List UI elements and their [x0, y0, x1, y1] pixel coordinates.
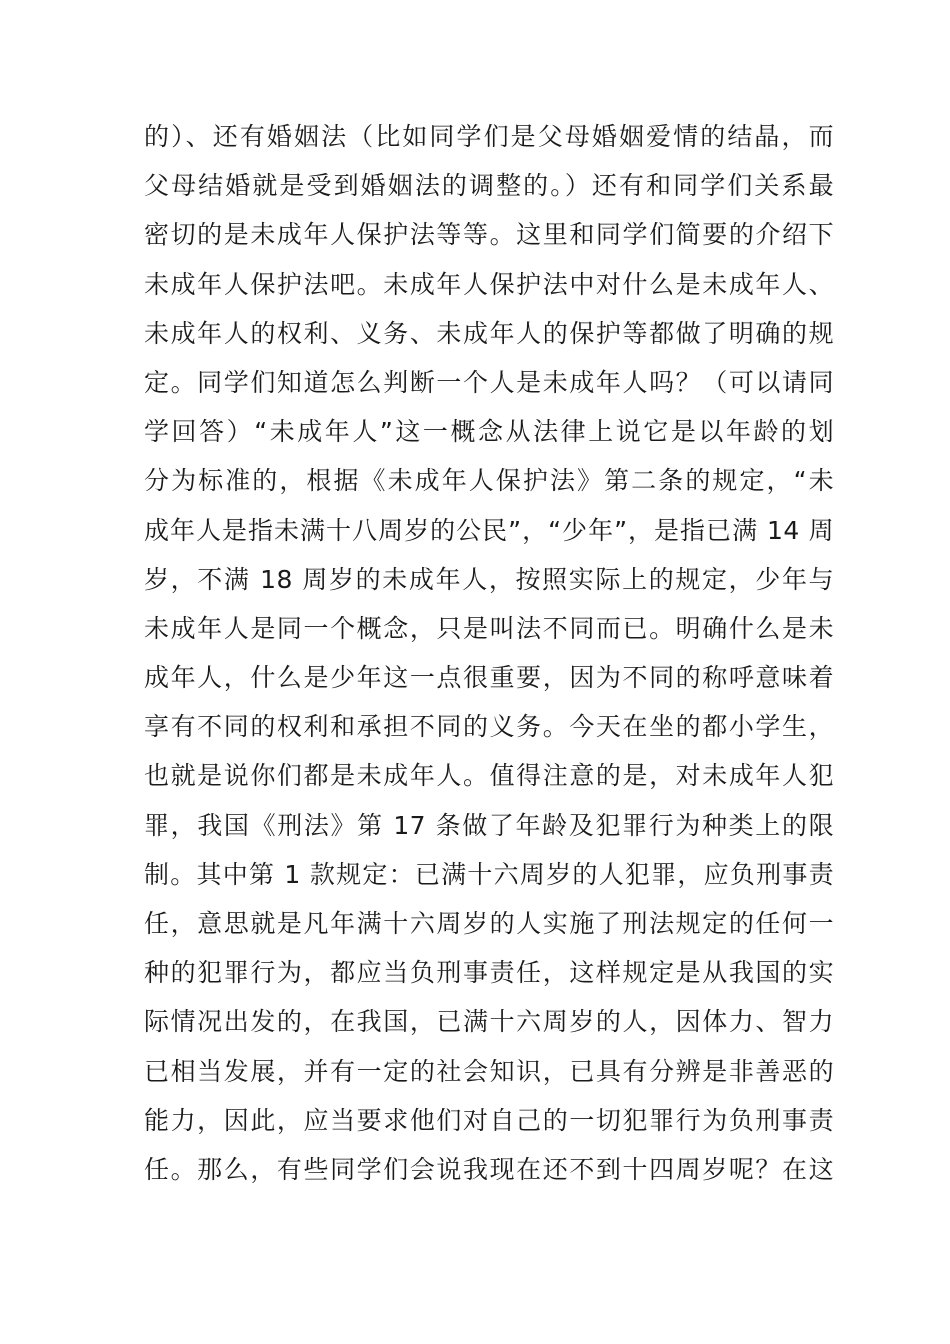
text-line: 也就是说你们都是未成年人。值得注意的是，对未成年人犯: [144, 761, 834, 791]
text-line: 定。同学们知道怎么判断一个人是未成年人吗？（可以请同: [144, 367, 834, 397]
body-text: [144, 112, 834, 1194]
text-line: 成年人，什么是少年这一点很重要，因为不同的称呼意味着: [144, 663, 834, 693]
text-line: 未成年人是同一个概念，只是叫法不同而已。明确什么是未: [144, 613, 834, 643]
text-line: 能力，因此，应当要求他们对自己的一切犯罪行为负刑事责: [144, 1105, 834, 1135]
text-line: 制。其中第 1 款规定：已满十六周岁的人犯罪，应负刑事责: [144, 859, 834, 889]
text-line: 分为标准的，根据《未成年人保护法》第二条的规定，“未: [144, 466, 834, 496]
text-line: 已相当发展，并有一定的社会知识，已具有分辨是非善恶的: [144, 1056, 834, 1086]
text-line: 父母结婚就是受到婚姻法的调整的。）还有和同学们关系最: [144, 171, 834, 201]
text-line: 学回答）“未成年人”这一概念从法律上说它是以年龄的划: [144, 417, 834, 447]
text-line: 密切的是未成年人保护法等等。这里和同学们简要的介绍下: [144, 220, 834, 250]
text-line: 成年人是指未满十八周岁的公民”，“少年”，是指已满 14 周: [144, 515, 834, 545]
text-line: 任，意思就是凡年满十六周岁的人实施了刑法规定的任何一: [144, 909, 834, 938]
text-line: 际情况出发的，在我国，已满十六周岁的人，因体力、智力: [144, 1007, 834, 1037]
text-line: 未成年人保护法吧。未成年人保护法中对什么是未成年人、: [144, 269, 834, 299]
text-line: 未成年人的权利、义务、未成年人的保护等都做了明确的规: [144, 318, 834, 348]
text-line: 种的犯罪行为，都应当负刑事责任，这样规定是从我国的实: [144, 958, 834, 988]
text-line: 享有不同的权利和承担不同的义务。今天在坐的都小学生，: [144, 712, 834, 742]
text-line: 岁，不满 18 周岁的未成年人，按照实际上的规定，少年与: [144, 564, 834, 594]
text-line: 罪，我国《刑法》第 17 条做了年龄及犯罪行为种类上的限: [144, 810, 834, 840]
text-line: 的）、还有婚姻法（比如同学们是父母婚姻爱情的结晶，而: [144, 122, 834, 151]
text-line: 任。那么，有些同学们会说我现在还不到十四周岁呢？在这: [144, 1154, 834, 1184]
